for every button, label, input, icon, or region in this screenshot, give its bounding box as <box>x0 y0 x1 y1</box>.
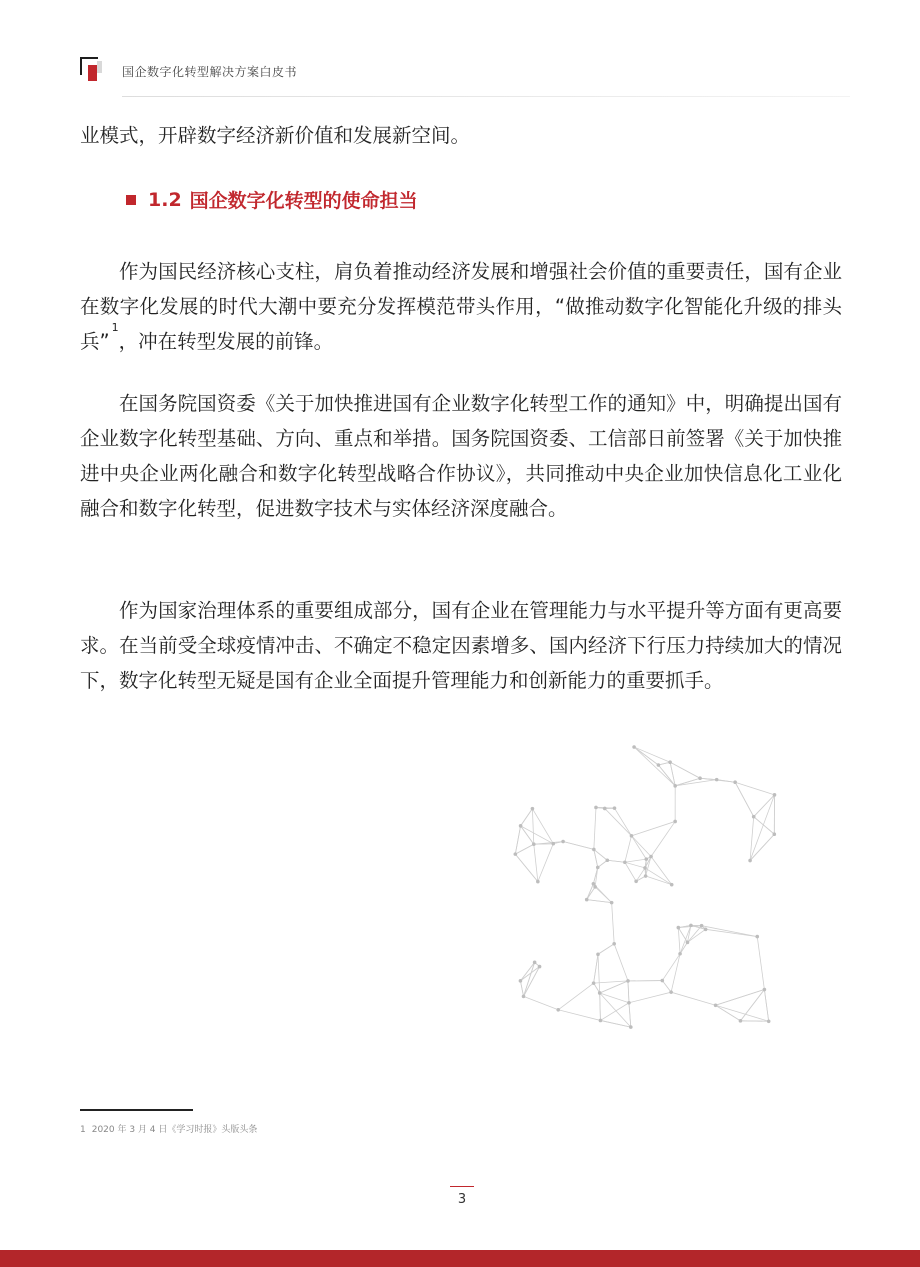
network-line <box>651 821 675 856</box>
network-line <box>628 981 629 1003</box>
network-line <box>764 990 768 1022</box>
network-node <box>593 885 597 889</box>
network-line <box>631 836 651 857</box>
network-line <box>671 954 680 992</box>
network-node <box>533 961 537 965</box>
network-node <box>773 793 777 797</box>
network-line <box>515 854 538 881</box>
network-node <box>629 1025 633 1029</box>
paragraph-1 <box>80 254 842 359</box>
network-node <box>592 848 596 852</box>
network-decoration <box>430 730 800 1040</box>
network-node <box>752 815 756 819</box>
network-line <box>532 809 533 845</box>
network-line <box>678 928 687 943</box>
section-heading <box>126 186 418 213</box>
bottom-accent-bar <box>0 1250 920 1267</box>
network-line <box>605 808 632 835</box>
network-line <box>678 928 680 954</box>
network-line <box>750 795 774 861</box>
network-line <box>521 809 533 826</box>
network-line <box>702 926 758 937</box>
network-node <box>755 935 759 939</box>
network-line <box>675 778 700 786</box>
network-node <box>598 991 602 995</box>
network-line <box>662 981 671 993</box>
network-line <box>636 868 645 881</box>
network-line <box>750 834 774 860</box>
network-line <box>515 844 533 854</box>
network-line <box>646 876 672 885</box>
network-node <box>603 807 607 811</box>
network-node <box>669 990 673 994</box>
network-line <box>520 981 523 997</box>
network-node <box>538 965 542 969</box>
network-line <box>716 990 765 1006</box>
network-node <box>536 880 540 884</box>
network-line <box>629 1003 631 1027</box>
network-line <box>600 1003 629 1021</box>
network-line <box>594 807 596 849</box>
network-line <box>587 900 612 903</box>
network-line <box>631 821 675 835</box>
network-node <box>673 820 677 824</box>
network-line <box>534 844 538 881</box>
network-node <box>773 832 777 836</box>
network-line <box>598 944 614 954</box>
network-node <box>686 941 690 945</box>
paragraph-1-text: 作为国民经济核心支柱，肩负着推动经济发展和增强社会价值的重要责任，国有企业在数字化发展的时代大潮中要充分发挥模范带头作用，“做推动数字化智能化升级的排头兵” <box>80 260 842 353</box>
network-line <box>612 903 615 944</box>
network-node <box>748 859 752 863</box>
network-node <box>704 928 708 932</box>
network-node <box>733 780 737 784</box>
network-node <box>623 860 627 864</box>
network-node <box>668 760 672 764</box>
network-node <box>700 924 704 928</box>
network-line <box>634 747 675 786</box>
network-line <box>558 1010 600 1021</box>
network-line <box>675 780 717 786</box>
continued-paragraph: 业模式，开辟数字经济新价值和发展新空间。 <box>80 124 471 147</box>
section-bullet-icon <box>126 195 136 205</box>
network-node <box>698 776 702 780</box>
brand-logo <box>80 57 102 81</box>
network-node <box>661 979 665 983</box>
network-line <box>614 808 631 836</box>
network-node <box>596 952 600 956</box>
network-node <box>592 981 596 985</box>
network-line <box>750 817 754 861</box>
logo-grey-mark <box>97 61 102 73</box>
network-line <box>671 992 715 1005</box>
footnote-divider <box>80 1109 193 1111</box>
network-line <box>563 842 594 850</box>
network-line <box>521 826 534 844</box>
network-line <box>631 836 646 859</box>
network-line <box>598 954 600 993</box>
network-node <box>630 834 634 838</box>
page-number-rule <box>450 1186 474 1187</box>
network-node <box>678 952 682 956</box>
network-line <box>754 795 775 817</box>
network-node <box>626 979 630 983</box>
network-node <box>689 924 693 928</box>
network-line <box>600 1020 630 1027</box>
section-number: 1.2 <box>148 188 182 211</box>
network-line <box>651 857 672 885</box>
footnote-reference[interactable]: 1 <box>111 321 119 334</box>
network-node <box>613 806 617 810</box>
network-node <box>644 874 648 878</box>
network-node <box>599 1019 603 1023</box>
network-node <box>657 763 661 767</box>
network-node <box>643 866 647 870</box>
network-node <box>739 1019 743 1023</box>
network-node <box>767 1019 771 1023</box>
logo-red-mark <box>88 65 97 81</box>
network-line <box>558 983 593 1010</box>
network-node <box>644 857 648 861</box>
paragraph-1-tail: ，冲在转型发展的前锋。 <box>118 330 334 353</box>
network-node <box>606 858 610 862</box>
network-node <box>594 806 598 810</box>
network-line <box>534 844 553 845</box>
network-line <box>607 860 625 862</box>
footnote-text: 2020 年 3 月 4 日《学习时报》头版头条 <box>91 1125 258 1135</box>
network-node <box>677 926 681 930</box>
network-node <box>514 852 518 856</box>
network-node <box>673 784 677 788</box>
network-line <box>600 993 601 1020</box>
network-node <box>612 942 616 946</box>
network-line <box>594 954 598 983</box>
network-node <box>592 882 596 886</box>
network-node <box>551 842 555 846</box>
network-line <box>629 992 671 1003</box>
header-divider <box>122 96 850 97</box>
network-line <box>662 954 680 981</box>
network-line <box>625 859 646 862</box>
network-node <box>670 883 674 887</box>
network-line <box>716 1005 741 1021</box>
network-line <box>754 817 775 835</box>
network-node <box>632 745 636 749</box>
page-number: 3 <box>457 1192 467 1207</box>
network-node <box>556 1008 560 1012</box>
network-node <box>649 855 653 859</box>
network-line <box>524 996 559 1009</box>
network-node <box>519 824 523 828</box>
network-node <box>522 995 526 999</box>
network-line <box>717 780 735 783</box>
network-node <box>531 807 535 811</box>
network-node <box>561 840 565 844</box>
paragraph-2: 在国务院国资委《关于加快推进国有企业数字化转型工作的通知》中，明确提出国有企业数字化转型基础、方向、重点和举措。国务院国资委、工信部日前签署《关于加快推进中央企业两化融合和数字化转型战略合作协议》，共同推动中央企业加快信息化工业化融合和数字化转型，促进数字技术与实体经济深度融合。 <box>80 392 842 520</box>
paragraph-3: 作为国家治理体系的重要组成部分，国有企业在管理能力与水平提升等方面有更高要求。在当前受全球疫情冲击、不确定不稳定因素增多、国内经济下行压力持续加大的情况下，数字化转型无疑是国有企业全面提升管理能力和创新能力的重要抓手。 <box>80 599 842 692</box>
network-line <box>614 944 628 981</box>
network-node <box>714 1003 718 1007</box>
header-title: 国企数字化转型解决方案白皮书 <box>122 65 298 79</box>
network-line <box>706 929 758 936</box>
network-node <box>596 866 600 870</box>
network-line <box>645 868 672 885</box>
network-line <box>515 826 520 854</box>
section-title: 国企数字化转型的使命担当 <box>189 190 418 212</box>
network-node <box>532 842 536 846</box>
network-node <box>610 901 614 905</box>
footnote <box>80 1122 257 1135</box>
network-node <box>627 1001 631 1005</box>
network-line <box>658 762 670 765</box>
network-node <box>715 778 719 782</box>
network-node <box>634 880 638 884</box>
network-line <box>625 836 632 862</box>
footnote-number: 1 <box>80 1125 86 1135</box>
network-line <box>538 844 553 882</box>
network-line <box>670 762 700 778</box>
network-node <box>585 898 589 902</box>
network-line <box>757 937 764 990</box>
network-node <box>519 979 523 983</box>
network-node <box>763 988 767 992</box>
